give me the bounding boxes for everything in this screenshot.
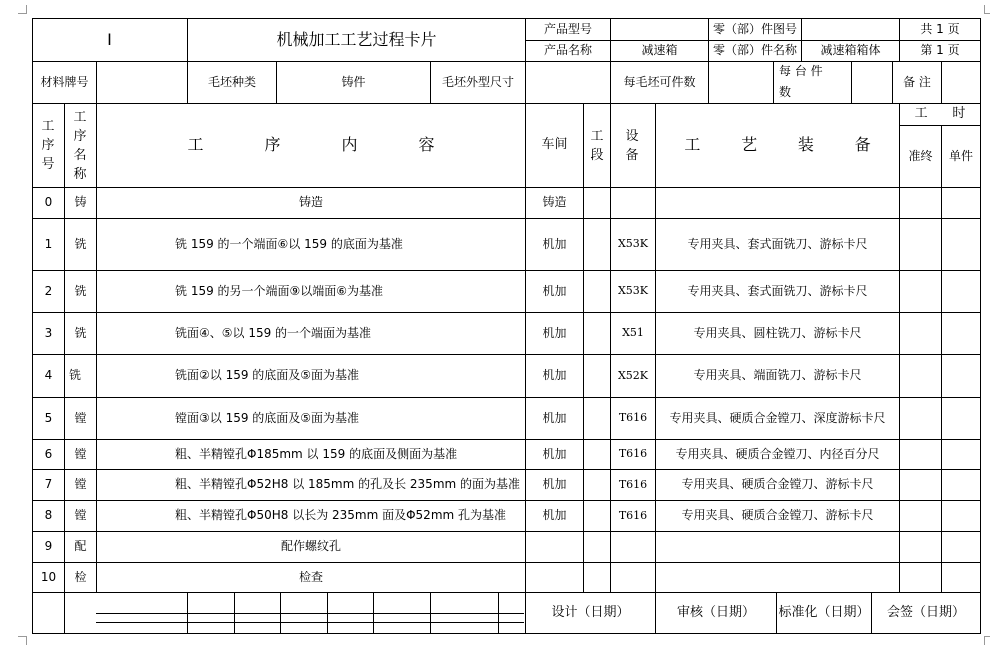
- col-op-no: [38, 104, 58, 187]
- footer-review: 审核（日期）: [676, 604, 755, 620]
- footer-col-line: [430, 592, 431, 634]
- op-tooling: 专用夹具、硬质合金镗刀、游标卡尺: [681, 508, 874, 523]
- op-workshop: 机加: [542, 325, 567, 340]
- col-workshop: 车间: [541, 137, 568, 153]
- col-tooling: [656, 104, 899, 187]
- op-no: 10: [40, 569, 57, 584]
- corner-mark: [984, 5, 990, 14]
- op-tooling: 专用夹具、套式面铣刀、游标卡尺: [687, 283, 868, 298]
- op-workshop: 机加: [542, 368, 567, 383]
- op-workshop: [526, 532, 583, 562]
- part-drawing-value: [802, 19, 899, 40]
- footer-col-line: [187, 592, 188, 634]
- footer-col-line: [373, 592, 374, 634]
- op-content: 粗、半精镗孔Φ52H8 以 185mm 的孔及长 235mm 的面为基准: [175, 477, 521, 492]
- op-tooling: 专用夹具、硬质合金镗刀、深度游标卡尺: [669, 410, 886, 425]
- op-name: 检: [74, 569, 87, 584]
- product-model-value: [611, 19, 708, 40]
- col-equipment: [624, 104, 640, 187]
- op-equipment: X53K: [617, 284, 649, 298]
- part-name-value: 减速箱箱体: [820, 43, 881, 58]
- op-no: 0: [44, 195, 53, 210]
- blank-size-value: [526, 62, 610, 103]
- col-tooling-char: 装: [797, 135, 814, 155]
- op-equipment: X53K: [617, 237, 649, 251]
- footer-col-line: [234, 592, 235, 634]
- page-number: 第 1 页: [920, 43, 960, 58]
- op-content: 镗面③以 159 的底面及⑤面为基准: [175, 410, 360, 425]
- op-workshop: 机加: [542, 236, 567, 251]
- footer-countersign: 会签（日期）: [886, 604, 965, 620]
- col-content: [97, 104, 525, 187]
- op-content: 配作螺纹孔: [280, 539, 341, 554]
- product-model-label: 产品型号: [543, 21, 592, 36]
- part-drawing-label: 零（部）件图号: [712, 21, 797, 36]
- material-grade-label: 材料牌号: [40, 74, 89, 89]
- col-section: [589, 104, 605, 187]
- col-content-char: 序: [264, 135, 281, 155]
- footer-col-line: [498, 592, 499, 634]
- blank-size-label: 毛坯外型尺寸: [441, 74, 514, 89]
- op-tooling: 专用夹具、套式面铣刀、游标卡尺: [687, 236, 868, 251]
- op-name: 镗: [74, 446, 87, 461]
- remarks-label: 备 注: [903, 74, 931, 89]
- op-tooling: 专用夹具、圆柱铣刀、游标卡尺: [693, 325, 862, 340]
- op-tooling: 专用夹具、硬质合金镗刀、内径百分尺: [675, 446, 880, 461]
- op-no: 4: [44, 368, 53, 383]
- col-tooling-char: 工: [684, 135, 701, 155]
- col-section-text: 工段: [590, 128, 604, 163]
- op-no: 3: [44, 325, 53, 340]
- col-content-char: 内: [341, 135, 358, 155]
- op-name: 铣: [69, 368, 82, 383]
- op-no: 9: [44, 539, 53, 554]
- frame-right: [980, 18, 981, 634]
- op-workshop: 机加: [542, 410, 567, 425]
- op-workshop: 机加: [542, 446, 567, 461]
- footer-line: [96, 622, 524, 623]
- pieces-per-unit-label-1: 每 台 件: [779, 64, 823, 79]
- remarks-value: [942, 62, 980, 103]
- col-tooling-char: 备: [854, 135, 871, 155]
- total-pages: 共 1 页: [920, 21, 960, 36]
- op-equipment: T616: [618, 477, 648, 491]
- op-name: 铣: [74, 325, 87, 340]
- pieces-per-unit-value: [852, 62, 892, 103]
- op-equipment: T616: [618, 447, 648, 461]
- part-name-label: 零（部）件名称: [712, 43, 797, 58]
- sheet-mark: I: [107, 29, 112, 49]
- card-title: 机械加工工艺过程卡片: [276, 29, 437, 49]
- corner-mark: [18, 636, 27, 645]
- col-line: [941, 125, 942, 593]
- pieces-per-blank-value: [709, 62, 773, 103]
- op-content: 粗、半精镗孔Φ50H8 以长为 235mm 面及Φ52mm 孔为基准: [175, 508, 507, 523]
- op-workshop: [526, 563, 583, 592]
- col-content-char: 工: [187, 135, 204, 155]
- op-workshop: 铸造: [542, 195, 567, 210]
- corner-mark: [18, 5, 27, 14]
- op-name: 铸: [74, 195, 87, 210]
- corner-mark: [984, 636, 990, 645]
- col-tooling-char: 艺: [741, 135, 758, 155]
- op-content: 铣 159 的一个端面⑥以 159 的底面为基准: [175, 236, 403, 251]
- col-content-char: 容: [418, 135, 435, 155]
- material-grade-value: [97, 62, 187, 103]
- op-equipment: X51: [622, 326, 644, 340]
- op-content: 检查: [298, 569, 323, 584]
- col-man-hours: 工 时: [914, 106, 966, 122]
- footer-col-line: [327, 592, 328, 634]
- col-line: [583, 103, 584, 593]
- op-tooling: [656, 563, 899, 592]
- op-equipment: [611, 532, 655, 562]
- op-content: 粗、半精镗孔Φ185mm 以 159 的底面及侧面为基准: [175, 446, 458, 461]
- col-equipment-text: 设备: [625, 128, 639, 163]
- col-op-no-text: 工序号: [41, 119, 55, 172]
- op-equipment: [611, 188, 655, 218]
- op-name: 镗: [74, 477, 87, 492]
- pieces-per-unit-label-2: 数: [779, 85, 792, 100]
- op-content: 铣面②以 159 的底面及⑤面为基准: [175, 368, 360, 383]
- op-equipment: T616: [618, 508, 648, 522]
- op-content: 铣 159 的另一个端面⑨以端面⑥为基准: [175, 283, 384, 298]
- blank-type-value: 铸件: [341, 74, 366, 89]
- op-tooling: 专用夹具、硬质合金镗刀、游标卡尺: [681, 477, 874, 492]
- frame-bottom: [32, 633, 981, 634]
- footer-design: 设计（日期）: [551, 604, 630, 620]
- op-tooling: [656, 188, 899, 218]
- op-equipment: X52K: [617, 368, 649, 382]
- op-tooling: [656, 532, 899, 562]
- col-op-name: [70, 104, 90, 187]
- footer-line: [96, 613, 524, 614]
- op-no: 8: [44, 508, 53, 523]
- op-workshop: 机加: [542, 477, 567, 492]
- op-equipment: T616: [618, 411, 648, 425]
- op-no: 1: [44, 236, 53, 251]
- op-workshop: 机加: [542, 283, 567, 298]
- col-prep-final: 准终: [908, 148, 933, 163]
- op-name: 镗: [74, 410, 87, 425]
- op-name: 铣: [74, 283, 87, 298]
- op-no: 2: [44, 283, 53, 298]
- blank-type-label: 毛坯种类: [207, 74, 256, 89]
- op-content: 铸造: [298, 195, 323, 210]
- op-name: 镗: [74, 508, 87, 523]
- op-workshop: 机加: [542, 508, 567, 523]
- op-name: 铣: [74, 236, 87, 251]
- col-op-name-text: 工序名称: [73, 109, 87, 182]
- pieces-per-blank-label: 每毛坯可件数: [623, 74, 696, 89]
- op-no: 6: [44, 446, 53, 461]
- op-content: 铣面④、⑤以 159 的一个端面为基准: [175, 325, 372, 340]
- op-no: 5: [44, 410, 53, 425]
- product-name-label: 产品名称: [543, 43, 592, 58]
- footer-col-line: [280, 592, 281, 634]
- op-equipment: [611, 563, 655, 592]
- footer-standardize: 标准化（日期）: [778, 604, 870, 620]
- product-name-value: 减速箱: [641, 43, 678, 58]
- op-no: 7: [44, 477, 53, 492]
- col-unit: 单件: [948, 148, 973, 163]
- op-tooling: 专用夹具、端面铣刀、游标卡尺: [693, 368, 862, 383]
- material-col-line: [773, 61, 774, 103]
- op-name: 配: [74, 539, 87, 554]
